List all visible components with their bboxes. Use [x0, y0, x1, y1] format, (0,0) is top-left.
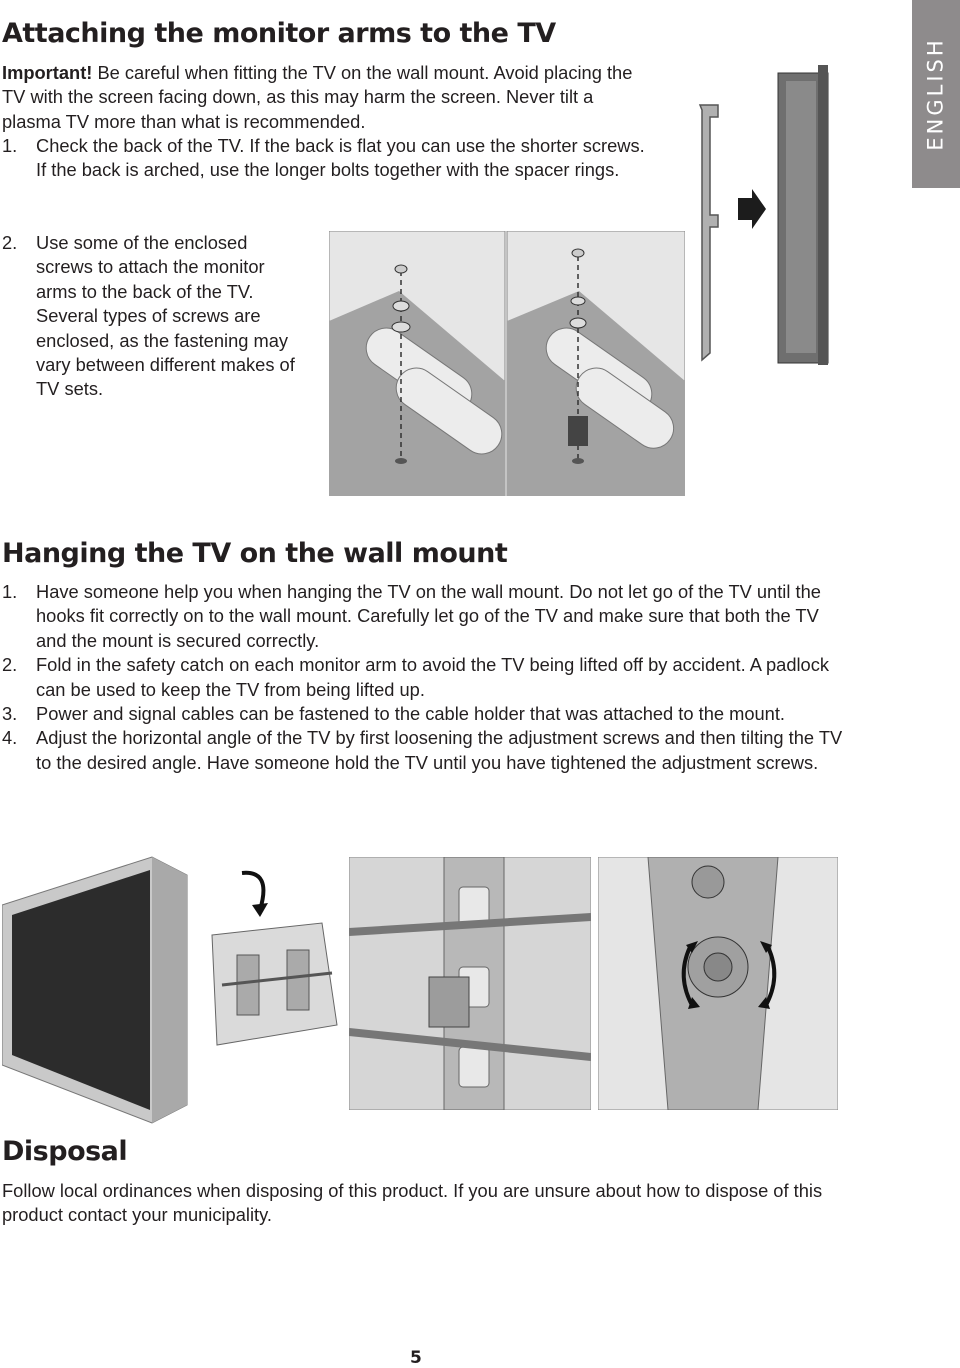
list-item [0, 580, 850, 653]
section-title-hanging: Hanging the TV on the wall mount [2, 538, 508, 569]
section-title-attaching: Attaching the monitor arms to the TV [2, 18, 556, 49]
step-number: 2. [2, 232, 18, 253]
page-number: 5 [410, 1348, 422, 1368]
safety-catch-illustration [349, 857, 591, 1110]
padlock-icon [429, 977, 469, 1027]
step-text: Power and signal cables can be fastened to the cable holder that was attached to the mount. [36, 703, 786, 725]
important-label: Important! [2, 62, 93, 83]
adjustment-knob-illustration [598, 857, 838, 1110]
language-tab-label: ENGLISH [924, 37, 949, 151]
step-text: Use some of the enclosed screws to attach the monitor arms to the back of the TV. Several types of screws are enclosed, as the fastening may vary between different makes of TV sets. [36, 232, 295, 400]
list-item [0, 702, 850, 726]
important-text: Be careful when fitting the TV on the wall mount. Avoid placing the TV with the screen facing down, as this may harm the screen. Never tilt a plasma TV more than what is recommended. [2, 62, 633, 132]
disposal-text: Follow local ordinances when disposing of this product. If you are unsure about how to dispose of this product contact your municipality. [2, 1180, 823, 1226]
step-number: 1. [2, 135, 18, 156]
tv-side-view-illustration [690, 55, 840, 375]
list-item [0, 231, 300, 402]
step-text: Adjust the horizontal angle of the TV by first loosening the adjustment screws and then tilting the TV to the desired angle. Have someone hold the TV until you have tightened the adjustment screws. [36, 727, 843, 773]
step-number: 4. [2, 727, 18, 749]
step-number: 1. [2, 581, 18, 602]
attach-step-1 [0, 134, 650, 183]
step-text: Have someone help you when hanging the TV on the wall mount. Do not let go of the TV until the hooks fit correctly on to the wall mount. Carefully let go of the TV and make sure that both the TV and the mount is secured correctly. [36, 581, 821, 651]
hanging-steps-list [0, 580, 850, 775]
list-item [0, 134, 650, 183]
section-title-disposal: Disposal [2, 1136, 128, 1167]
step-number: 2. [2, 654, 18, 676]
tv-and-mount-illustration [2, 855, 342, 1125]
step-number: 3. [2, 703, 18, 725]
attach-step-2 [0, 231, 300, 402]
important-note [2, 61, 642, 134]
step-text: Fold in the safety catch on each monitor arm to avoid the TV being lifted off by accident. A padlock can be used to keep the TV from being lifted up. [36, 654, 829, 700]
list-item [0, 726, 850, 775]
step-text: Check the back of the TV. If the back is flat you can use the shorter screws. If the back is arched, use the longer bolts together with the spacer rings. [36, 135, 645, 181]
screw-attachment-illustrations [329, 231, 685, 496]
list-item [0, 653, 850, 702]
language-tab [912, 0, 960, 188]
